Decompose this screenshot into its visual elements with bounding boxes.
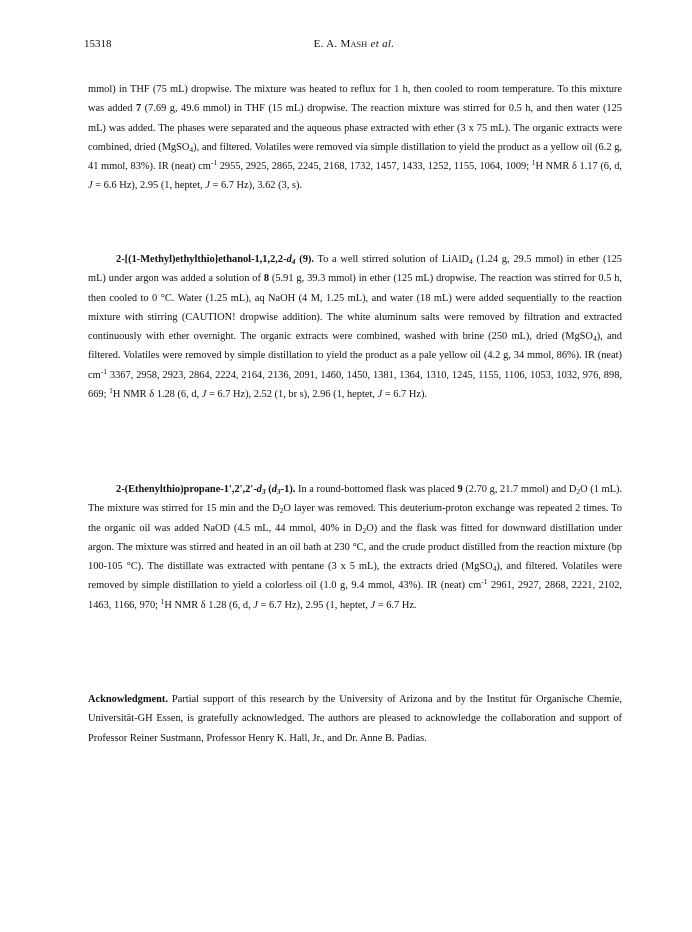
- text-run: = 6.7 Hz), 2.52 (1, br s), 2.96 (1, heptet,: [206, 389, 378, 401]
- text-run: ), and filtered. Volatiles were removed via simple distillation to yield the product as a yellow oil (6.2 g, 41 mmol, 83%). IR (neat) cm: [88, 141, 622, 173]
- text-run: 3367, 2958, 2923, 2864, 2224, 2164, 2136, 2091, 1460, 1450, 1381, 1364, 1310, 1245, 1155, 1106, 1053, 1032, 976, 898, 669;: [88, 369, 622, 401]
- text-run: (2.70 g, 21.7 mmol) and D: [462, 484, 577, 495]
- subscript: 4: [492, 564, 497, 574]
- page-number: 15318: [84, 38, 112, 50]
- compound-heading: [116, 484, 295, 495]
- subscript: 3: [276, 487, 281, 496]
- superscript: -1: [100, 366, 107, 376]
- heading-text: (9).: [295, 254, 314, 265]
- acknowledgment-text: Partial support of this research by the University of Arizona and by the Institut für Organische Chemie, Universität-GH Essen, is gratefully acknowledged. The authors are pleased to acknowledge the collaboration and support of Professor Reiner Sustmann, Professor Henry K. Hall, Jr., and Dr. Anne B. Padias.: [88, 694, 622, 744]
- text-run: H NMR δ 1.17 (6, d,: [535, 161, 623, 173]
- text-run: To a well stirred solution of LiAlD: [313, 254, 469, 265]
- text-run: In a round-bottomed flask was placed: [295, 484, 458, 495]
- compound-ref: 8: [263, 273, 270, 285]
- coupling-constant-symbol: J: [205, 180, 210, 192]
- text-run: O layer was removed. This deuterium-proton exchange was repeated 2 times. To the organic oil was added NaOD (4.5 mL, 44 mmol, 40% in D: [88, 503, 622, 534]
- paragraph-continued: [88, 80, 622, 196]
- text-run: 2955, 2925, 2865, 2245, 2168, 1732, 1457, 1433, 1252, 1155, 1064, 1009;: [217, 161, 532, 173]
- superscript: 1: [160, 596, 165, 606]
- text-run: = 6.7 Hz.: [375, 599, 417, 611]
- coupling-constant-symbol: J: [370, 599, 376, 611]
- compound-ref: 7: [135, 103, 142, 115]
- subscript: 2: [362, 525, 367, 535]
- text-run: O) and the flask was fitted for downward distillation under argon. The mixture was stirred and heated in an oil bath at 230 °C, and the crude product distilled from the reaction mixture (bp 100-105 °C). The distillate was extracted with pentane (3 x 5 mL), the extracts dried (MgSO: [88, 522, 622, 573]
- superscript: -1: [210, 158, 218, 168]
- coupling-constant-symbol: J: [253, 599, 258, 611]
- compound-heading: [116, 254, 314, 265]
- text-run: H NMR δ 1.28 (6, d,: [112, 389, 202, 401]
- text-run: H NMR δ 1.28 (6, d,: [164, 599, 254, 611]
- running-head-et-al: et al.: [370, 38, 395, 50]
- subscript: 4: [592, 334, 597, 344]
- coupling-constant-symbol: J: [201, 389, 207, 401]
- superscript: 1: [531, 158, 536, 168]
- text-run: (1.24 g, 29.5 mmol) in ether (125 mL) under argon was added a solution of: [88, 254, 622, 285]
- coupling-constant-symbol: J: [88, 180, 93, 192]
- heading-text: -1).: [280, 484, 296, 495]
- text-run: ), and filtered. Volatiles were removed by simple distillation to yield a colorless oil (1.0 g, 9.4 mmol, 43%). IR (neat) cm: [88, 561, 622, 592]
- subscript: 2: [279, 506, 284, 516]
- text-run: 2961, 2927, 2868, 2221, 2102, 1463, 1166, 970;: [88, 580, 623, 611]
- paragraph-acknowledgment: [88, 690, 622, 748]
- superscript: -1: [481, 577, 488, 587]
- text-run: = 6.7 Hz), 2.95 (1, heptet,: [257, 599, 371, 611]
- text-run: ), and filtered. Volatiles were removed by simple distillation to yield the product as a pale yellow oil (4.2 g, 34 mmol, 86%). IR (neat) cm: [88, 331, 622, 381]
- heading-text: (: [265, 484, 272, 495]
- coupling-constant-symbol: J: [377, 389, 383, 401]
- compound-ref: 9: [457, 484, 463, 495]
- paragraph-compound-9: [88, 250, 622, 404]
- text-run: = 6.6 Hz), 2.95 (1, heptet,: [92, 180, 206, 192]
- subscript: 4: [291, 257, 296, 266]
- text-run: (7.69 g, 49.6 mmol) in THF (15 mL) dropwise. The reaction mixture was stirred for 0.5 h, and then water (125 mL) was added. The phases were separated and the aqueous phase extracted with ether (3 x 75 mL). The organic extracts were combined, dried (MgSO: [88, 103, 622, 153]
- heading-text: 2-[(1-Methyl)ethylthio]ethanol-1,1,2,2-: [116, 254, 287, 265]
- subscript: 2: [576, 487, 581, 496]
- heading-text: 2-(Ethenylthio)propane-1',2',2'-: [116, 484, 257, 495]
- running-head: [84, 38, 624, 50]
- text-run: = 6.7 Hz), 3.62 (3, s).: [209, 180, 303, 192]
- heading-text: d: [271, 484, 277, 495]
- subscript: 4: [468, 257, 473, 266]
- heading-text: d: [286, 254, 292, 265]
- text-run: (5.91 g, 39.3 mmol) in ether (125 mL) dropwise. The reaction was stirred for 0.5 h, then cooled to 0 °C. Water (1.25 mL), aq NaOH (4 M, 1.25 mL), and water (18 mL) were added sequentially to the reaction mixture with stirring (CAUTION! dropwise addition). The white aluminum salts were removed by filtration and extracted continuously with ether overnight. The organic extracts were combined, washed with brine (250 mL), dried (MgSO: [88, 273, 622, 343]
- subscript: 3: [261, 487, 266, 496]
- text-run: O (1 mL). The mixture was stirred for 15 min and the D: [88, 484, 623, 515]
- text-run: = 6.7 Hz).: [382, 389, 428, 401]
- heading-text: d: [256, 484, 262, 495]
- page-header: [84, 38, 624, 54]
- text-run: mmol) in THF (75 mL) dropwise. The mixture was heated to reflux for 1 h, then cooled to room temperature. To this mixture was added: [88, 84, 622, 115]
- subscript: 4: [189, 144, 194, 154]
- paragraph-compound-d3: [88, 480, 622, 615]
- running-head-author: E. A. Mash: [313, 38, 368, 50]
- superscript: 1: [109, 386, 113, 396]
- acknowledgment-heading: Acknowledgment.: [88, 694, 168, 705]
